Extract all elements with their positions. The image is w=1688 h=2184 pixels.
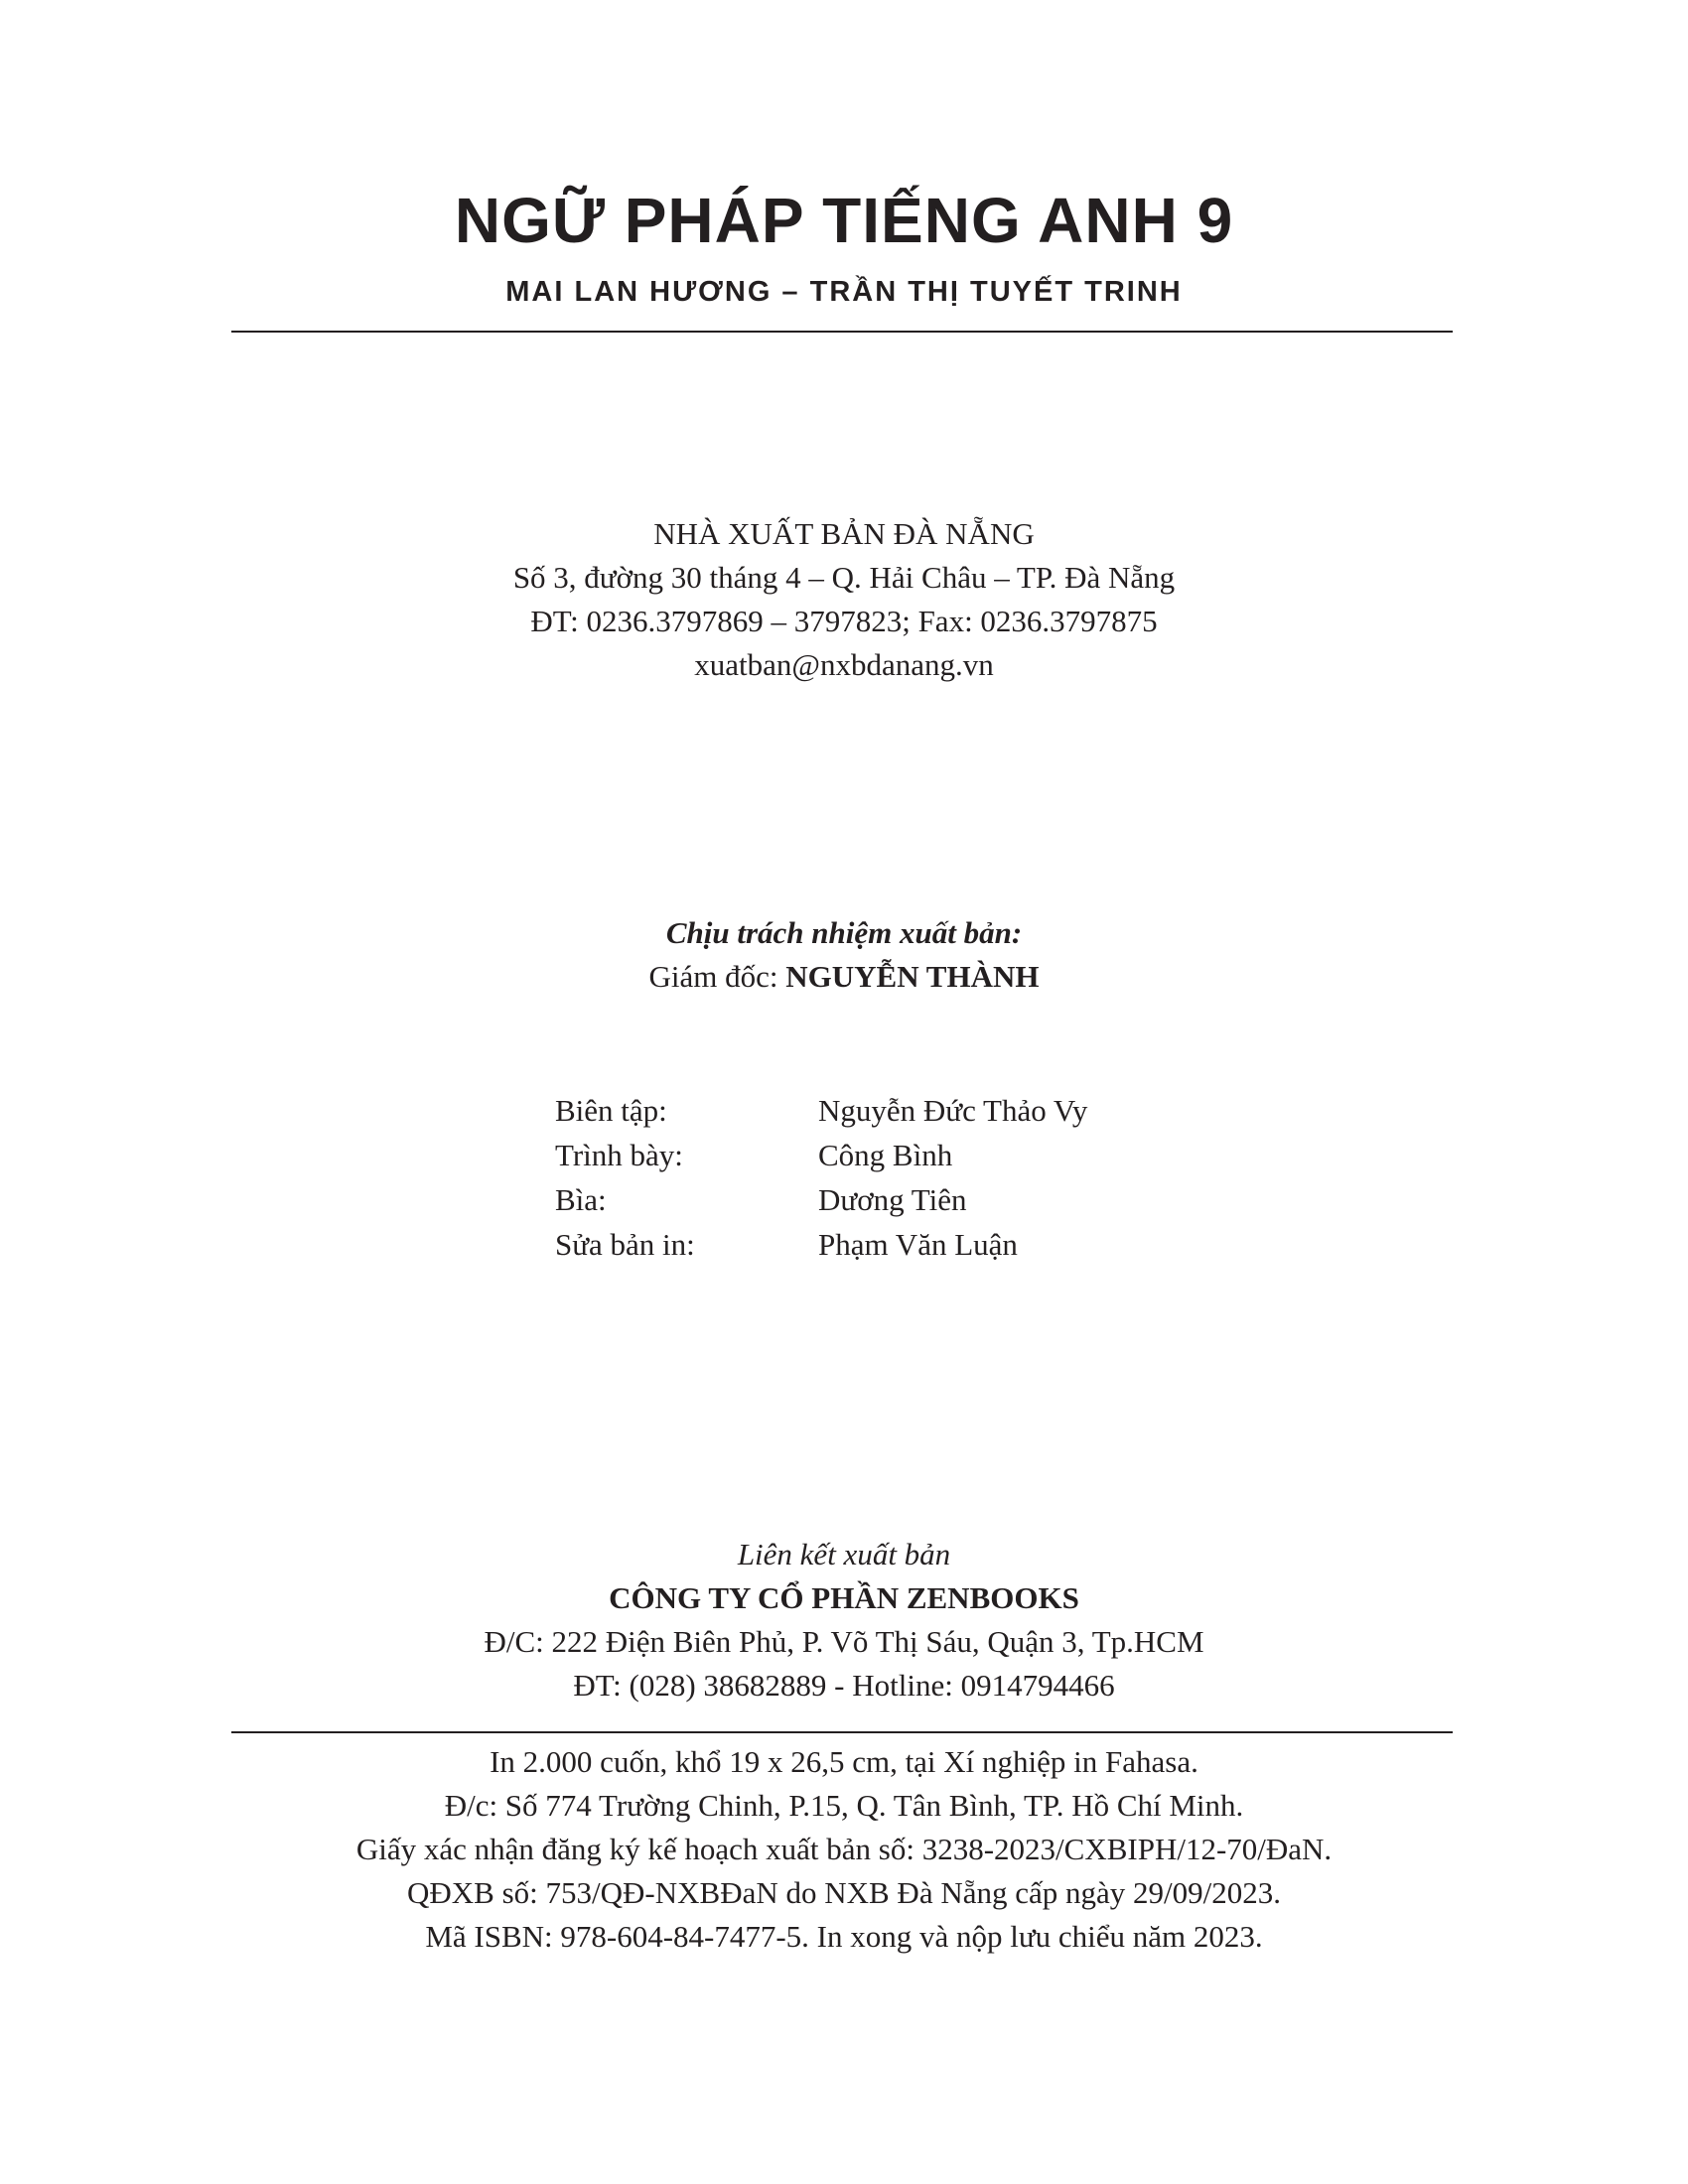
director-label: Giám đốc: (648, 959, 778, 994)
publisher-address: Số 3, đường 30 tháng 4 – Q. Hải Châu – TP. Đà Nẵng (512, 560, 1176, 595)
staff-row (555, 1088, 1087, 1133)
responsibility-heading: Chịu trách nhiệm xuất bản: (665, 915, 1023, 950)
staff-role: Trình bày: (555, 1138, 683, 1172)
staff-name: Nguyễn Đức Thảo Vy (818, 1093, 1088, 1128)
print-info-line: Mã ISBN: 978-604-84-7477-5. In xong và nộp lưu chiểu năm 2023. (425, 1919, 1263, 1954)
partner-address: Đ/C: 222 Điện Biên Phủ, P. Võ Thị Sáu, Quận 3, Tp.HCM (484, 1624, 1204, 1659)
staff-name: Dương Tiên (818, 1182, 967, 1217)
director-name: NGUYỄN THÀNH (785, 959, 1040, 994)
partner-block (0, 1533, 1688, 1707)
book-authors: MAI LAN HƯƠNG – TRẦN THỊ TUYẾT TRINH (505, 276, 1183, 308)
staff-role: Bìa: (555, 1182, 607, 1217)
publisher-block (0, 512, 1688, 687)
print-info-line: In 2.000 cuốn, khổ 19 x 26,5 cm, tại Xí nghiệp in Fahasa. (490, 1744, 1198, 1779)
print-info-line: Giấy xác nhận đăng ký kế hoạch xuất bản số: 3238-2023/CXBIPH/12-70/ĐaN. (355, 1832, 1333, 1866)
staff-name: Phạm Văn Luận (818, 1227, 1018, 1262)
partner-company: CÔNG TY CỔ PHẦN ZENBOOKS (609, 1580, 1079, 1615)
bottom-divider (231, 1731, 1453, 1733)
top-divider (231, 331, 1453, 333)
staff-row (555, 1133, 1087, 1177)
director-line (0, 955, 1688, 999)
responsibility-block (0, 911, 1688, 999)
partner-phone: ĐT: (028) 38682889 - Hotline: 0914794466 (573, 1668, 1115, 1703)
print-info-block (0, 1740, 1688, 1959)
book-title: NGỮ PHÁP TIẾNG ANH 9 (454, 185, 1234, 256)
print-info-line: QĐXB số: 753/QĐ-NXBĐaN do NXB Đà Nẵng cấp ngày 29/09/2023. (407, 1875, 1281, 1910)
staff-role: Biên tập: (555, 1093, 667, 1128)
staff-name: Công Bình (818, 1138, 953, 1172)
partner-heading: Liên kết xuất bản (737, 1537, 951, 1571)
publisher-email: xuatban@nxbdanang.vn (694, 647, 994, 682)
staff-list (555, 1088, 1087, 1267)
staff-row (555, 1222, 1087, 1267)
print-info-line: Đ/c: Số 774 Trường Chinh, P.15, Q. Tân Bình, TP. Hồ Chí Minh. (444, 1788, 1244, 1823)
publisher-phone: ĐT: 0236.3797869 – 3797823; Fax: 0236.3797875 (530, 604, 1158, 638)
staff-row (555, 1177, 1087, 1222)
publisher-name: NHÀ XUẤT BẢN ĐÀ NẴNG (653, 516, 1035, 551)
staff-role: Sửa bản in: (555, 1227, 695, 1262)
